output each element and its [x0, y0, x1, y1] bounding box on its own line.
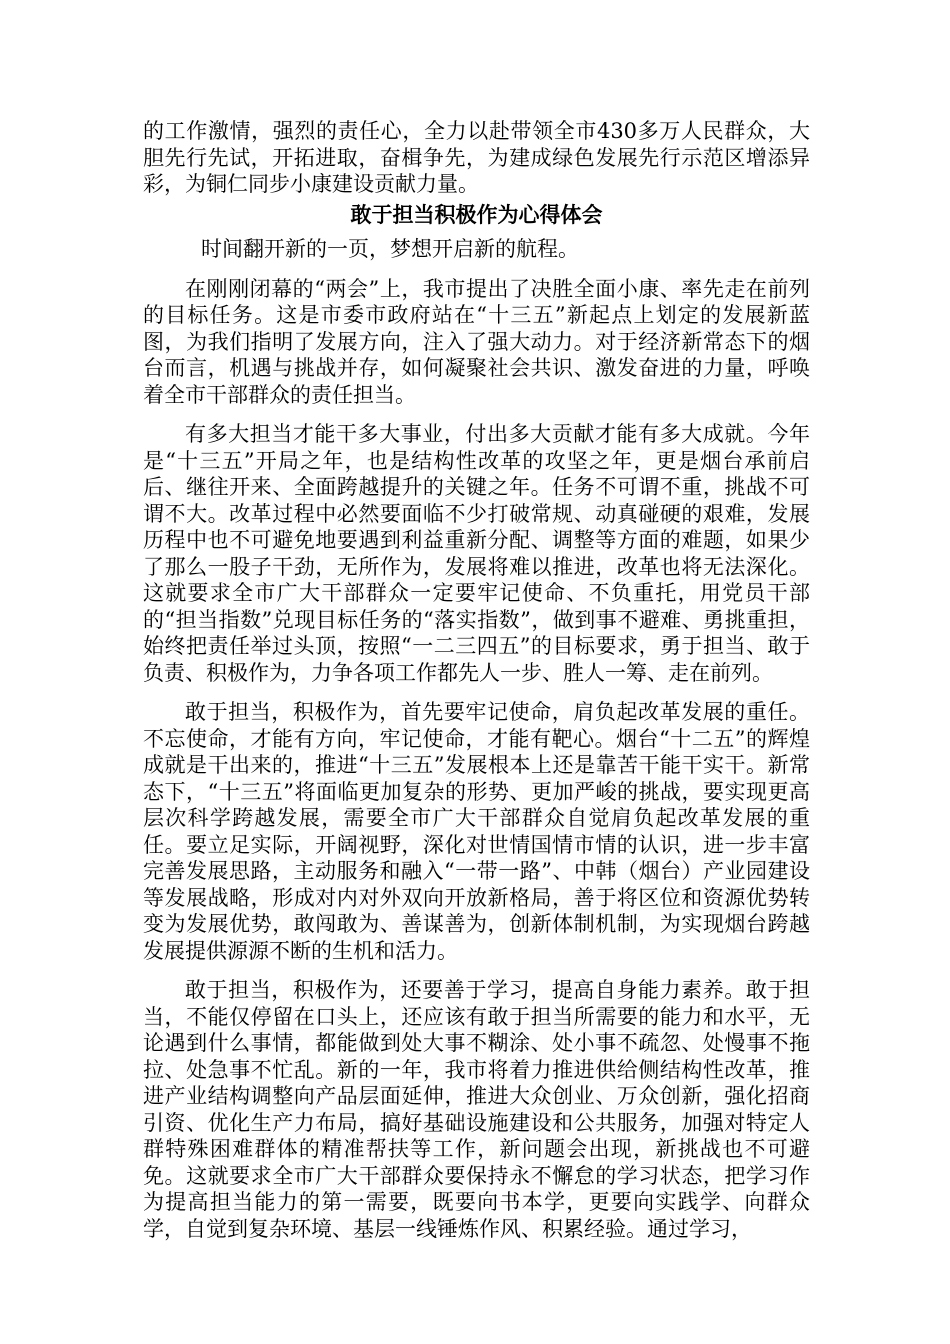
continuation-paragraph: 的工作激情，强烈的责任心，全力以赴带领全市430多万人民群众，大胆先行先试，开拓进取，奋楫争先，为建成绿色发展先行示范区增添异彩，为铜仁同步小康建设贡献力量。 [143, 119, 810, 196]
paragraph-3: 有多大担当才能干多大事业，付出多大贡献才能有多大成就。今年是“十三五”开局之年，也是结构性改革的攻坚之年，更是烟台承前启后、继往开来、全面跨越提升的关键之年。任务不可谓不重，挑战不可谓不大。改革过程中必然要面临不少打破常规、动真碰硬的艰难，发展历程中也不可避免地要遇到利益重新分配、调整等方面的难题，如果少了那么一股子干劲，无所作为，发展将难以推进，改革也将无法深化。这就要求全市广大干部群众一定要牢记使命、不负重托，用党员干部的“担当指数”兑现目标任务的“落实指数”，做到事不避难、勇挑重担，始终把责任举过头顶，按照“一二三四五”的目标要求，勇于担当、敢于负责、积极作为，力争各项工作都先人一步、胜人一筹、走在前列。 [143, 422, 810, 685]
paragraph-4: 敢于担当，积极作为，首先要牢记使命，肩负起改革发展的重任。不忘使命，才能有方向，牢记使命，才能有靶心。烟台“十二五”的辉煌成就是干出来的，推进“十三五”发展根本上还是靠苦干能干实干。新常态下，“十三五”将面临更加复杂的形势、更加严峻的挑战，要实现更高层次科学跨越发展，需要全市广大干部群众自觉肩负起改革发展的重任。要立足实际，开阔视野，深化对世情国情市情的认识，进一步丰富完善发展思路，主动服务和融入“一带一路”、中韩（烟台）产业园建设等发展战略，形成对内对外双向开放新格局，善于将区位和资源优势转变为发展优势，敢闯敢为、善谋善为，创新体制机制，为实现烟台跨越发展提供源源不断的生机和活力。 [143, 700, 810, 963]
document-page [143, 118, 810, 1255]
paragraph-2: 在刚刚闭幕的“两会”上，我市提出了决胜全面小康、率先走在前列的目标任务。这是市委市政府站在“十三五”新起点上划定的发展新蓝图，为我们指明了发展方向，注入了强大动力。对于经济新常态下的烟台而言，机遇与挑战并存，如何凝聚社会共识、激发奋进的力量，呼唤着全市干部群众的责任担当。 [143, 276, 810, 407]
paragraph-1: 时间翻开新的一页，梦想开启新的航程。 [201, 237, 579, 261]
paragraph-5: 敢于担当，积极作为，还要善于学习，提高自身能力素养。敢于担当，不能仅停留在口头上，还应该有敢于担当所需要的能力和水平，无论遇到什么事情，都能做到处大事不糊涂、处小事不疏忽、处慢事不拖拉、处急事不忙乱。新的一年，我市将着力推进供给侧结构性改革，推进产业结构调整向产品层面延伸，推进大众创业、万众创新，强化招商引资、优化生产力布局，搞好基础设施建设和公共服务，加强对特定人群特殊困难群体的精准帮扶等工作，新问题会出现，新挑战也不可避免。这就要求全市广大干部群众要保持永不懈怠的学习状态，把学习作为提高担当能力的第一需要，既要向书本学，更要向实践学、向群众学，自觉到复杂环境、基层一线锤炼作风、积累经验。通过学习， [143, 978, 810, 1241]
document-title: 敢于担当积极作为心得体会 [350, 201, 603, 227]
